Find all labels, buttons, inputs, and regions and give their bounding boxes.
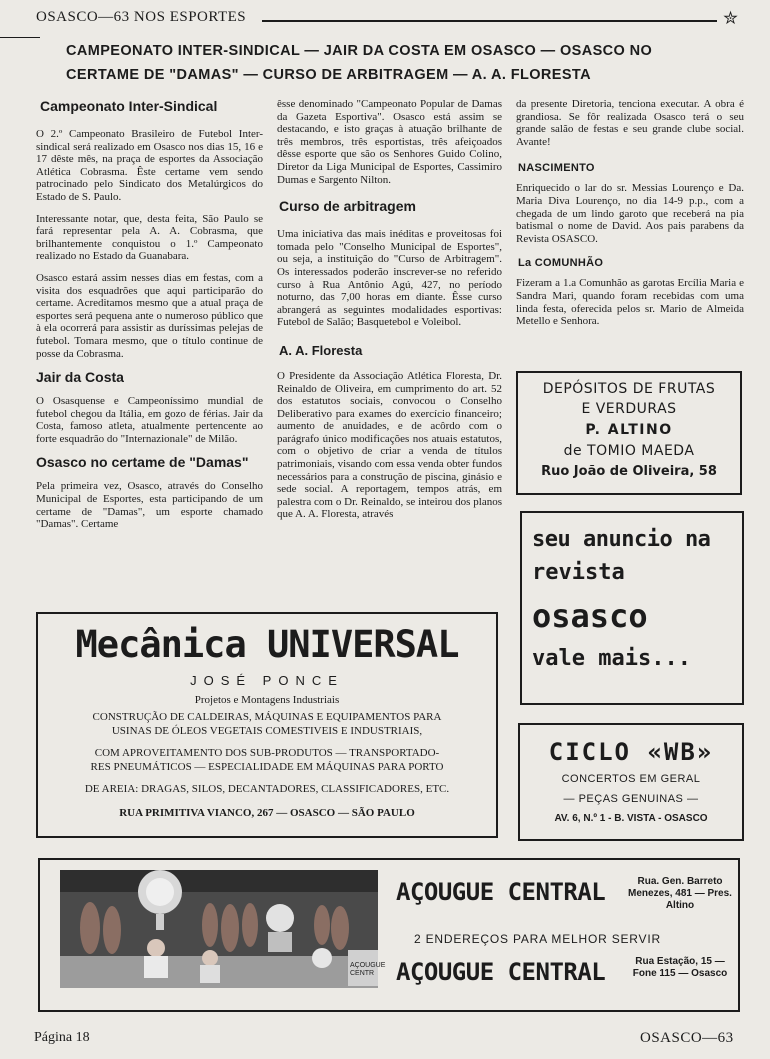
- paragraph: êsse denominado "Campeonato Popular de Damas da Gazeta Esportiva". Osasco está assim se destacando, e isto graças à atuação brilhante de três membros, três esportistas, três afeiçoados dêsse esporte que são os Senhores Guido Colino, Diretor da Liga Municipal de Esportes, Cassimiro Dumas e Sargento Nilton.: [277, 98, 502, 186]
- paragraph: da presente Diretoria, tenciona executar. A obra é grandiosa. Se fôr realizada Osasco terá o seu grande salão de festas e seu grande clube social. Avante!: [516, 98, 744, 148]
- ad-text: DEPÓSITOS DE FRUTAS: [542, 381, 716, 397]
- page-headline: [66, 39, 746, 87]
- ad-text: COM APROVEITAMENTO DOS SUB-PRODUTOS — TRANSPORTADO-: [94, 747, 440, 759]
- ad-anuncio: [520, 511, 744, 705]
- ad-text: Ruo João de Oliveira, 58: [541, 464, 717, 479]
- ad-title: CICLO «WB»: [548, 738, 714, 766]
- paragraph: Osasco estará assim nesses dias em festas, com a visita dos esquadrões que aqui participarão do certame. Acreditamos mesmo que a atual praça de esportes será pequena ante o numeroso público que à ela ocorrerá para assistir as duríssimas pelejas de futebol. Tomara mesmo, que o título continue de posse da Cobrasma.: [36, 271, 263, 360]
- ad-mecanica-universal: [36, 612, 498, 838]
- section-heading: A. A. Floresta: [279, 342, 363, 358]
- headline-line-1: CAMPEONATO INTER-SINDICAL — JAIR DA COSTA EM OSASCO — OSASCO NO: [66, 43, 653, 59]
- ad-tagline: Projetos e Montagens Industriais: [194, 694, 340, 706]
- paragraph: O Presidente da Associação Atlética Floresta, Dr. Reinaldo de Oliveira, em cumprimento do art. 52 dos estatutos sociais, convocou o Conselho Deliberativo para exames do exercício financeiro; aumento de anuidades, e de acôrdo com o parágrafo único modificações nos atuais estatutos, com o objetivo de criar a venda de títulos patrimoniais, visando com essa venda obter fundos necessários para a construção de piscina, ginásio e sede social. A reportagem, tempos atrás, em palestra com o Dr. Reinaldo, se inteirou dos planos que A. A. Floresta, através: [277, 369, 502, 521]
- ad-text: osasco: [532, 597, 648, 635]
- paragraph: Enriquecido o lar do sr. Messias Lourenço e Da. Maria Diva Lourenço, no dia 14-9 p.p., com a chegada de um lindo garoto que receberá na pia batismal o nome de David. Aos pais parabens da Revista OSASCO.: [516, 182, 744, 245]
- ad-text: E VERDURAS: [581, 401, 677, 417]
- paragraph: Uma iniciativa das mais inéditas e proveitosas foi tomada pelo "Conselho Municipal de Esportes", ou seja, a instituição do "Curso de Arbitragem". Os interessados poderão inscrever-se no referido curso à Rua Antônio Agú, 427, no período noturno, das 7,00 horas em diante. Êsse curso abrangerá as seguintes modalidades esportivas: Futebol de Salão; Basquetebol e Voleibol.: [277, 228, 502, 329]
- section-heading: Jair da Costa: [36, 369, 124, 386]
- ad-title: AÇOUGUE CENTRAL: [396, 878, 606, 906]
- ad-text: de TOMIO MAEDA: [563, 443, 695, 459]
- paragraph: Pela primeira vez, Osasco, através do Conselho Municipal de Esportes, esta participando de um certame de "Damas", um esporte chamado "Damas". Certame: [36, 480, 263, 531]
- ad-text: seu anuncio na: [532, 527, 711, 552]
- star-icon: ✮: [723, 8, 739, 28]
- ad-address: RUA PRIMITIVA VIANCO, 267 — OSASCO — SÃO PAULO: [119, 807, 415, 819]
- section-heading: La COMUNHÃO: [518, 257, 604, 270]
- shop-photo-illustration: [60, 870, 386, 988]
- ad-text: CONSTRUÇÃO DE CALDEIRAS, MÁQUINAS E EQUIPAMENTOS PARA: [92, 711, 442, 723]
- paragraph: Interessante notar, que, desta feita, São Paulo se fará representar pela A. A. Cobrasma, que brilhantemente conquistou o 1.º Campeonato realizado no Estado da Guanabara.: [36, 212, 263, 263]
- ad-address: Rua Estação, 15 — Fone 115 — Osasco: [632, 956, 728, 979]
- ad-text: revista: [532, 560, 625, 585]
- ad-owner: JOSÉ PONCE: [190, 673, 344, 688]
- column-2: [277, 98, 502, 530]
- paragraph: O Osasquense e Campeoníssimo mundial de futebol chegou da Itália, em gozo de férias. Jair da Costa, famoso atleta, atualmente pertencente ao forte esquadrão do "Internazionale" de Milão.: [36, 395, 263, 445]
- running-title: OSASCO—63 NOS ESPORTES: [36, 9, 247, 25]
- ad-address: Rua. Gen. Barreto Menezes, 481 — Pres. Altino: [628, 876, 732, 911]
- header-rule: [262, 20, 717, 22]
- photo-sign: AÇOUGUE CENTR: [350, 962, 386, 977]
- ad-text: USINAS DE ÓLEOS VEGETAIS COMESTIVEIS E INDUSTRIAIS,: [111, 725, 423, 737]
- paragraph: O 2.º Campeonato Brasileiro de Futebol Inter-sindical será realizado em Osasco nos dias 15, 16 e 17 dêste mês, na praça de esportes da Associação Atlética Cobrasma. Êste certame vem sendo patrocinado pelo Sindicato dos Metalúrgicos do Estado de S. Paulo.: [36, 128, 263, 203]
- left-rule: [0, 37, 40, 38]
- section-heading: Osasco no certame de "Damas": [36, 454, 249, 471]
- ad-text: P. ALTINO: [585, 422, 673, 438]
- ad-text: CONCERTOS EM GERAL: [561, 773, 701, 785]
- section-heading: NASCIMENTO: [518, 162, 595, 175]
- page-number: Página 18: [34, 1030, 90, 1045]
- section-heading: Curso de arbitragem: [279, 198, 416, 215]
- column-3: [516, 98, 744, 337]
- ad-text: — PEÇAS GENUINAS —: [563, 793, 699, 805]
- shop-photo: [60, 870, 386, 988]
- headline-line-2: CERTAME DE "DAMAS" — CURSO DE ARBITRAGEM — A. A. FLORESTA: [66, 67, 591, 83]
- footer-title: OSASCO—63: [640, 1030, 734, 1046]
- ad-text: vale mais...: [532, 646, 691, 671]
- ad-text: RES PNEUMÁTICOS — ESPECIALIDADE EM MÁQUINAS PARA PORTO: [90, 761, 444, 773]
- column-1: [36, 98, 263, 540]
- ad-frutas: [516, 371, 742, 495]
- ad-title: AÇOUGUE CENTRAL: [396, 958, 606, 986]
- ad-text: 2 ENDEREÇOS PARA MELHOR SERVIR: [414, 932, 661, 946]
- ad-title: Mecânica UNIVERSAL: [75, 623, 459, 666]
- section-heading: Campeonato Inter-Sindical: [40, 98, 218, 114]
- ad-ciclo-wb: [518, 723, 744, 841]
- paragraph: Fizeram a 1.a Comunhão as garotas Ercília Maria e Sandra Mari, quando foram recebidas com uma linda festa, oferecida pelos sr. Mario de Almeida Metello e Senhora.: [516, 277, 744, 328]
- ad-acougue-central: [38, 858, 740, 1012]
- ad-text: AV. 6, N.º 1 - B. VISTA - OSASCO: [554, 813, 708, 824]
- ad-text: DE AREIA: DRAGAS, SILOS, DECANTADORES, CLASSIFICADORES, ETC.: [84, 783, 450, 795]
